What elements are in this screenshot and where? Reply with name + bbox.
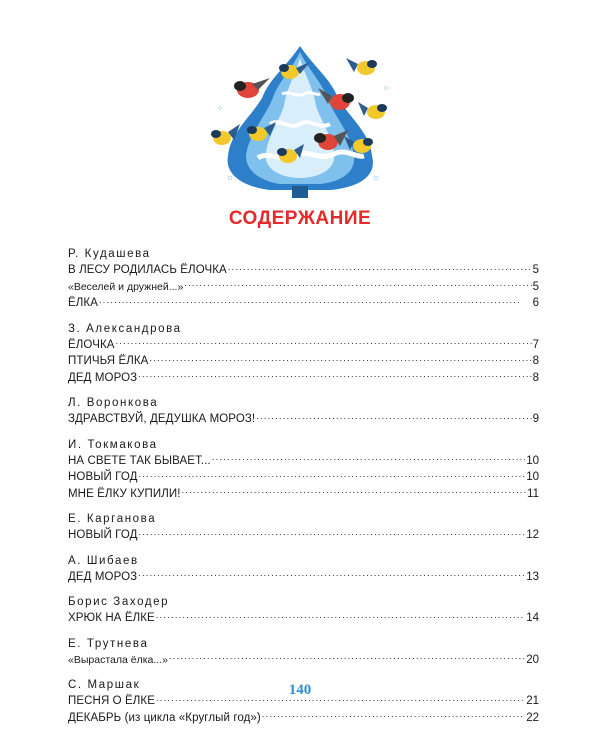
entry-page-number: 6	[532, 297, 539, 309]
entry-page-number: 8	[532, 371, 539, 384]
toc-entry[interactable]	[68, 469, 539, 486]
dot-leader	[149, 353, 531, 364]
entry-title: НА СВЕТЕ ТАК БЫВАЕТ...	[68, 454, 211, 467]
toc-entry[interactable]	[68, 453, 539, 470]
entry-title: ДЕКАБРЬ (из цикла «Круглый год»)	[68, 711, 261, 724]
toc-section	[68, 246, 539, 312]
entry-page-number: 7	[532, 338, 539, 351]
entry-title: В ЛЕСУ РОДИЛАСЬ ЁЛОЧКА	[68, 264, 227, 276]
entry-title: ДЕД МОРОЗ	[68, 570, 138, 583]
entry-title: НОВЫЙ ГОД	[68, 529, 138, 541]
entry-title: ПТИЧЬЯ ЁЛКА	[68, 355, 149, 367]
entry-page-number: 14	[526, 612, 539, 624]
toc-entry[interactable]	[68, 279, 539, 296]
dot-leader	[156, 610, 525, 621]
toc-section	[68, 321, 539, 387]
entry-title: МНЕ ЁЛКУ КУПИЛИ!	[68, 487, 181, 500]
entry-title: ЁЛОЧКА	[68, 338, 115, 351]
table-of-contents	[68, 246, 539, 735]
entry-title: ДЕД МОРОЗ	[68, 371, 138, 384]
toc-entry[interactable]	[68, 295, 539, 312]
toc-entry[interactable]	[68, 610, 539, 627]
toc-entry[interactable]	[68, 337, 539, 354]
dot-leader	[182, 486, 526, 497]
contents-heading: СОДЕРЖАНИЕ	[228, 208, 372, 229]
entry-page-number: 5	[532, 280, 539, 293]
entry-page-number: 20	[526, 653, 539, 666]
entry-page-number: 9	[532, 413, 539, 425]
author-name: З. Александрова	[68, 322, 182, 335]
toc-entry[interactable]	[68, 710, 539, 727]
toc-section	[68, 511, 539, 544]
dot-leader	[139, 527, 526, 538]
toc-entry[interactable]	[68, 370, 539, 387]
entry-page-number: 10	[526, 454, 539, 467]
entry-page-number: 21	[526, 695, 539, 707]
toc-entry[interactable]	[68, 262, 539, 279]
entry-title: ЁЛКА	[68, 297, 98, 309]
author-name: Е. Трутнева	[68, 637, 149, 650]
dot-leader	[228, 262, 532, 273]
toc-section	[68, 553, 539, 586]
dot-leader	[139, 469, 526, 480]
toc-entry[interactable]	[68, 353, 539, 370]
dot-leader	[138, 370, 531, 381]
entry-page-number: 5	[532, 264, 539, 276]
dot-leader	[262, 710, 525, 721]
toc-section	[68, 594, 539, 627]
fir-tree-with-birds-illustration	[200, 38, 400, 208]
toc-entry[interactable]	[68, 569, 539, 586]
entry-title: ПЕСНЯ О ЁЛКЕ	[68, 695, 155, 707]
dot-leader	[256, 411, 531, 422]
entry-page-number: 22	[526, 711, 539, 724]
toc-entry[interactable]	[68, 527, 539, 544]
toc-entry[interactable]	[68, 486, 539, 503]
author-name: Е. Карганова	[68, 513, 157, 525]
entry-title: ЗДРАВСТВУЙ, ДЕДУШКА МОРОЗ!	[68, 413, 256, 425]
page-number: 140	[288, 682, 312, 698]
toc-section	[68, 636, 539, 669]
tit-bird-icon	[346, 58, 377, 75]
entry-page-number: 10	[526, 471, 539, 483]
entry-title: ХРЮК НА ЁЛКЕ	[68, 612, 155, 624]
dot-leader	[116, 337, 532, 348]
toc-entry[interactable]	[68, 652, 539, 669]
entry-page-number: 8	[532, 355, 539, 367]
entry-title: «Веселей и дружней...»	[68, 280, 184, 293]
entry-title: НОВЫЙ ГОД	[68, 471, 138, 483]
toc-section	[68, 437, 539, 503]
author-name: И. Токмакова	[68, 438, 158, 451]
dot-leader	[138, 569, 525, 580]
tit-bird-icon	[358, 102, 387, 119]
dot-leader	[212, 453, 525, 464]
author-name: А. Шибаев	[68, 554, 139, 567]
entry-page-number: 13	[526, 570, 539, 583]
author-name: Борис Заходер	[68, 596, 170, 608]
toc-section	[68, 395, 539, 428]
toc-entry[interactable]	[68, 411, 539, 428]
dot-leader	[99, 295, 532, 306]
author-name: Л. Воронкова	[68, 397, 159, 409]
entry-page-number: 12	[526, 529, 539, 541]
author-name: С. Маршак	[68, 679, 141, 691]
dot-leader	[184, 279, 531, 290]
dot-leader	[169, 652, 525, 663]
entry-page-number: 11	[527, 487, 539, 500]
entry-title: «Вырастала ёлка...»	[68, 653, 168, 666]
author-name: Р. Кудашева	[68, 248, 151, 260]
